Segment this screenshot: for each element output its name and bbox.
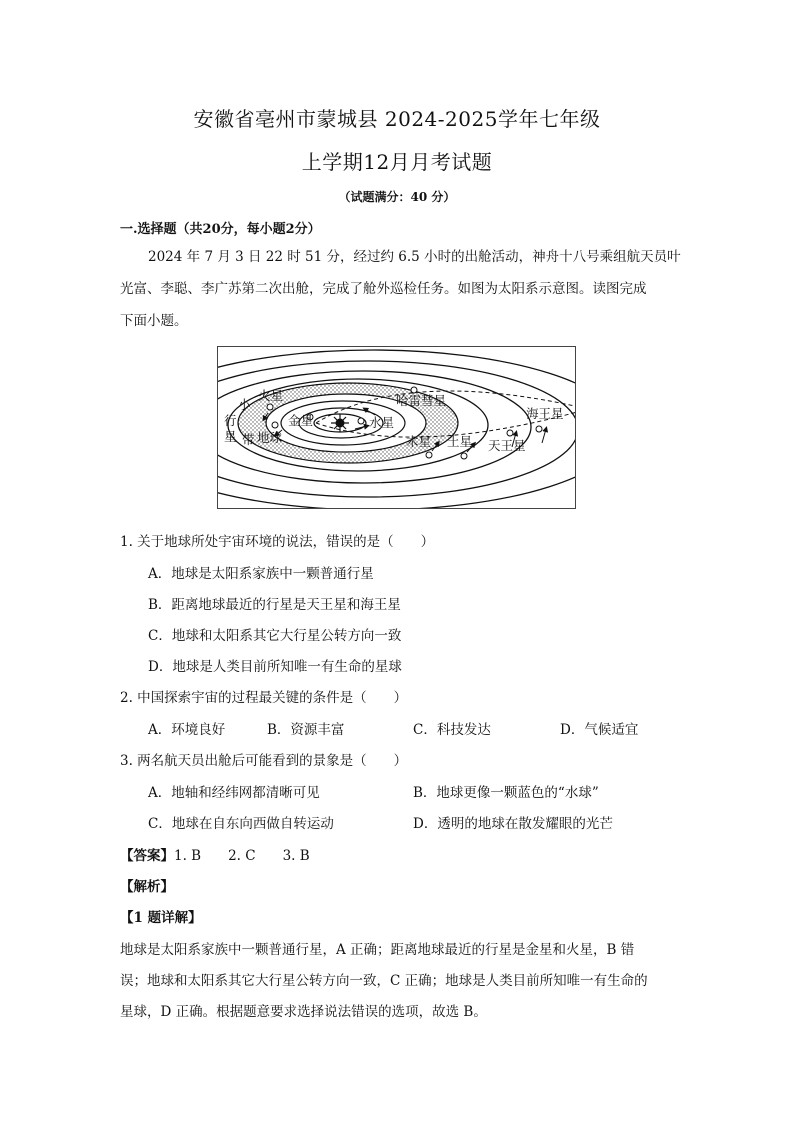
answer-label: 【答案】 [120,848,174,864]
question-3-option-b[interactable]: B．地球更像一颗蓝色的“水球” [413,785,599,801]
label-mars: 火星 [258,388,284,403]
question-1-option-b[interactable]: B．距离地球最近的行星是天王星和海王星 [148,597,401,613]
question-1-option-a[interactable]: A．地球是太阳系家族中一颗普通行星 [148,566,374,582]
document-title-line2: 上学期12月月考试题 [301,150,493,174]
earth-dot [272,422,278,428]
label-earth: 地球 [257,430,283,445]
analysis-q1-label: 【1 题详解】 [120,910,202,926]
neptune-dot [536,426,542,432]
score-note: （试题满分：40 分） [338,190,456,204]
mercury-dot [358,418,364,424]
saturn-dot [461,453,467,459]
solar-system-diagram [217,346,576,509]
label-saturn: 土星 [447,434,473,449]
question-2-option-a[interactable]: A．环境良好 [148,722,226,738]
section-heading: 一.选择题（共20分，每小题2分） [120,222,321,237]
mars-dot [267,404,273,410]
jupiter-dot [426,452,432,458]
question-2-stem: 2. 中国探索宇宙的过程最关键的条件是（ ） [120,690,408,706]
question-3-option-a[interactable]: A．地轴和经纬网都清晰可见 [148,785,320,801]
label-belt-2: 星 [224,429,237,444]
label-neptune: 海王星 [526,406,564,421]
question-3-option-c[interactable]: C．地球在自东向西做自转运动 [148,816,334,832]
label-jupiter: 木星 [406,434,432,449]
uranus-dot [507,430,513,436]
answer-row [120,844,310,864]
label-belt-3: 带 [242,432,255,447]
question-3-stem: 3. 两名航天员出舱后可能看到的景象是（ ） [120,753,408,769]
question-2-option-c[interactable]: C．科技发达 [413,722,491,738]
answer-values: 1. B 2. C 3. B [174,848,310,864]
intro-line-1: 2024 年 7 月 3 日 22 时 51 分，经过约 6.5 小时的出舱活动，神舟十八号乘组航天员叶 [148,249,681,265]
intro-line-2: 光富、李聪、李广苏第二次出舱，完成了舱外巡检任务。如图为太阳系示意图。读图完成 [120,281,647,297]
intro-line-3: 下面小题。 [120,313,188,329]
question-2-option-d[interactable]: D．气候适宜 [560,722,639,738]
analysis-q1-line-2: 误；地球和太阳系其它大行星公转方向一致，C 正确；地球是人类目前所知唯一有生命的 [120,973,648,989]
label-comet: 哈雷彗星 [396,393,447,408]
question-2-option-b[interactable]: B．资源丰富 [267,722,345,738]
question-1-option-d[interactable]: D．地球是人类目前所知唯一有生命的星球 [148,659,402,675]
question-1-option-c[interactable]: C．地球和太阳系其它大行星公转方向一致 [148,628,402,644]
label-uranus: 天王星 [488,438,526,453]
label-venus: 金星 [288,413,314,428]
document-title-line1: 安徽省亳州市蒙城县 2024-2025学年七年级 [193,107,601,131]
question-3-option-d[interactable]: D．透明的地球在散发耀眼的光芒 [413,816,613,832]
analysis-q1-line-3: 星球，D 正确。根据题意要求选择说法错误的选项，故选 B。 [120,1004,487,1020]
analysis-q1-line-1: 地球是太阳系家族中一颗普通行星，A 正确；距离地球最近的行星是金星和火星，B 错 [120,942,635,958]
label-small: 小 [238,397,251,412]
label-mercury: 水星 [369,415,395,430]
analysis-label: 【解析】 [120,879,174,895]
question-1-stem: 1. 关于地球所处宇宙环境的说法，错误的是（ ） [120,534,435,550]
label-belt-1: 行 [224,413,237,428]
